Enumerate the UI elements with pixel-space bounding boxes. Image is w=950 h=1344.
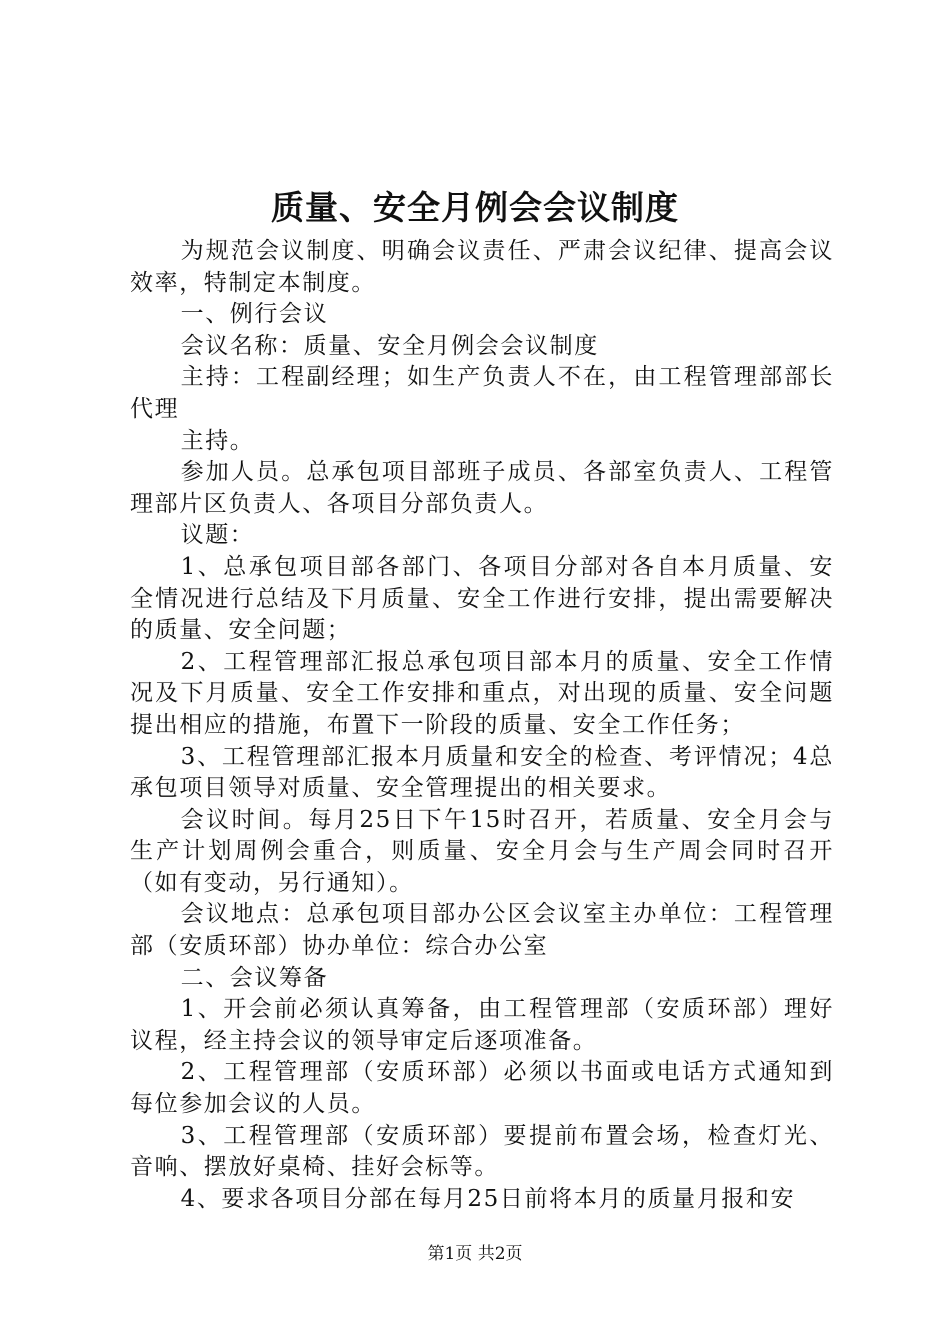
paragraph-intro: 为规范会议制度、明确会议责任、严肃会议纪律、提高会议效率，特制定本制度。	[130, 238, 834, 296]
section-heading-preparation: 二、会议筹备	[180, 964, 329, 991]
paragraph-host-continued: 主持。	[180, 427, 255, 454]
agenda-item-3: 3、工程管理部汇报本月质量和安全的检查、考评情况；4总承包项目领导对质量、安全管理提出的相关要求。	[130, 743, 834, 802]
paragraph-agenda-label: 议题：	[180, 522, 255, 549]
document-body	[130, 236, 834, 1215]
agenda-item-1: 1、总承包项目部各部门、各项目分部对各自本月质量、安全情况进行总结及下月质量、安全工作进行安排，提出需要解决的质量、安全问题；	[130, 553, 834, 644]
paragraph-meeting-time: 会议时间。每月25日下午15时召开，若质量、安全月会与生产计划周例会重合，则质量、安全月会与生产周会同时召开（如有变动，另行通知）。	[130, 806, 834, 896]
paragraph-attendees: 参加人员。总承包项目部班子成员、各部室负责人、工程管理部片区负责人、各项目分部负责人。	[130, 459, 834, 517]
page-number-footer: 第1页 共2页	[427, 1244, 523, 1264]
document-title: 质量、安全月例会会议制度	[271, 188, 679, 227]
agenda-item-2: 2、工程管理部汇报总承包项目部本月的质量、安全工作情况及下月质量、安全工作安排和重点，对出现的质量、安全问题提出相应的措施，布置下一阶段的质量、安全工作任务；	[130, 648, 834, 738]
paragraph-meeting-location: 会议地点：总承包项目部办公区会议室主办单位：工程管理部（安质环部）协办单位：综合办公室	[130, 901, 834, 960]
preparation-item-1: 1、开会前必须认真筹备，由工程管理部（安质环部）理好议程，经主持会议的领导审定后逐项准备。	[130, 996, 834, 1054]
preparation-item-3: 3、工程管理部（安质环部）要提前布置会场，检查灯光、音响、摆放好桌椅、挂好会标等。	[130, 1122, 834, 1181]
preparation-item-4: 4、要求各项目分部在每月25日前将本月的质量月报和安	[180, 1185, 796, 1212]
preparation-item-2: 2、工程管理部（安质环部）必须以书面或电话方式通知到每位参加会议的人员。	[130, 1059, 834, 1118]
paragraph-host: 主持：工程副经理；如生产负责人不在，由工程管理部部长代理	[130, 364, 834, 422]
paragraph-meeting-name: 会议名称：质量、安全月例会会议制度	[180, 332, 599, 359]
section-heading-routine-meeting: 一、例行会议	[180, 301, 329, 328]
